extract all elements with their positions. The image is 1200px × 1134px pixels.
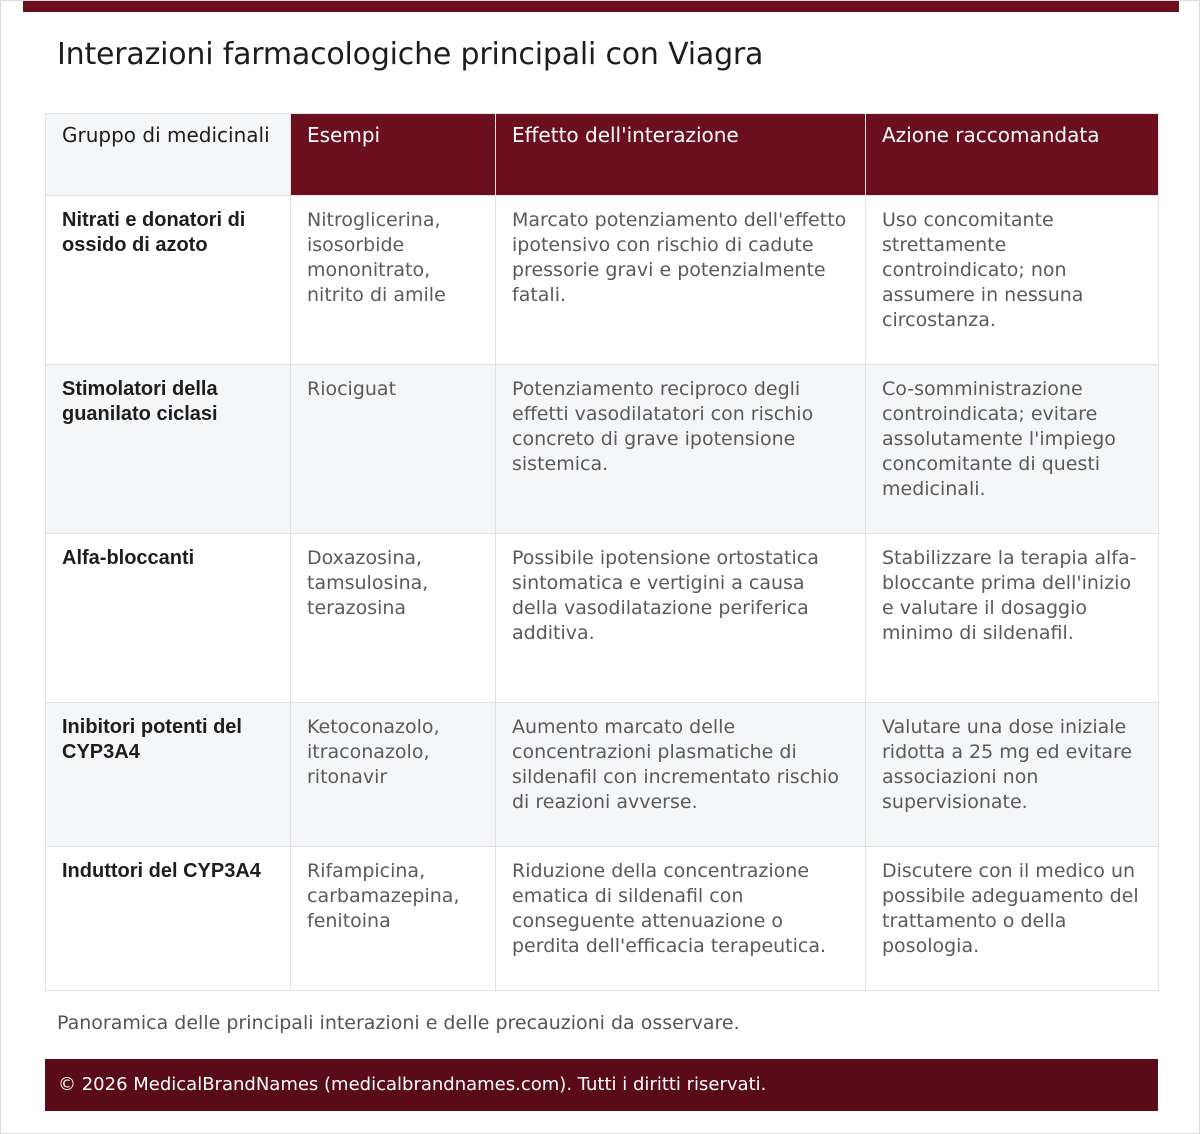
cell-examples: Riociguat	[291, 365, 496, 534]
cell-effect: Possibile ipotensione ortostatica sintomatica e vertigini a causa della vasodilatazione periferica additiva.	[496, 534, 866, 703]
cell-group: Nitrati e donatori di ossido di azoto	[46, 196, 291, 365]
copyright-footer: © 2026 MedicalBrandNames (medicalbrandnames.com). Tutti i diritti riservati.	[45, 1059, 1158, 1111]
table-row	[46, 196, 1159, 365]
interactions-table	[45, 113, 1159, 991]
cell-action: Valutare una dose iniziale ridotta a 25 mg ed evitare associazioni non supervisionate.	[866, 703, 1159, 847]
cell-action: Stabilizzare la terapia alfa-bloccante prima dell'inizio e valutare il dosaggio minimo di sildenafil.	[866, 534, 1159, 703]
page-title: Interazioni farmacologiche principali con Viagra	[57, 37, 764, 72]
cell-group: Stimolatori della guanilato ciclasi	[46, 365, 291, 534]
cell-action: Discutere con il medico un possibile adeguamento del trattamento o della posologia.	[866, 847, 1159, 991]
table-row	[46, 365, 1159, 534]
cell-effect: Aumento marcato delle concentrazioni plasmatiche di sildenafil con incrementato rischio di reazioni avverse.	[496, 703, 866, 847]
cell-effect: Potenziamento reciproco degli effetti vasodilatatori con rischio concreto di grave ipotensione sistemica.	[496, 365, 866, 534]
cell-group: Induttori del CYP3A4	[46, 847, 291, 991]
table-caption: Panoramica delle principali interazioni e delle precauzioni da osservare.	[57, 1012, 740, 1034]
header-effect: Effetto dell'interazione	[496, 114, 866, 196]
table-header-row	[46, 114, 1159, 196]
cell-effect: Riduzione della concentrazione ematica di sildenafil con conseguente attenuazione o perdita dell'efficacia terapeutica.	[496, 847, 866, 991]
cell-examples: Nitroglicerina, isosorbide mononitrato, nitrito di amile	[291, 196, 496, 365]
cell-group: Inibitori potenti del CYP3A4	[46, 703, 291, 847]
cell-group: Alfa-bloccanti	[46, 534, 291, 703]
cell-examples: Ketoconazolo, itraconazolo, ritonavir	[291, 703, 496, 847]
cell-effect: Marcato potenziamento dell'effetto ipotensivo con rischio di cadute pressorie gravi e potenzialmente fatali.	[496, 196, 866, 365]
table-row	[46, 703, 1159, 847]
table-row	[46, 534, 1159, 703]
table-row	[46, 847, 1159, 991]
cell-action: Co-somministrazione controindicata; evitare assolutamente l'impiego concomitante di questi medicinali.	[866, 365, 1159, 534]
header-group: Gruppo di medicinali	[46, 114, 291, 196]
cell-examples: Rifampicina, carbamazepina, fenitoina	[291, 847, 496, 991]
cell-action: Uso concomitante strettamente controindicato; non assumere in nessuna circostanza.	[866, 196, 1159, 365]
header-action: Azione raccomandata	[866, 114, 1159, 196]
header-examples: Esempi	[291, 114, 496, 196]
cell-examples: Doxazosina, tamsulosina, terazosina	[291, 534, 496, 703]
top-accent-bar	[23, 1, 1179, 12]
